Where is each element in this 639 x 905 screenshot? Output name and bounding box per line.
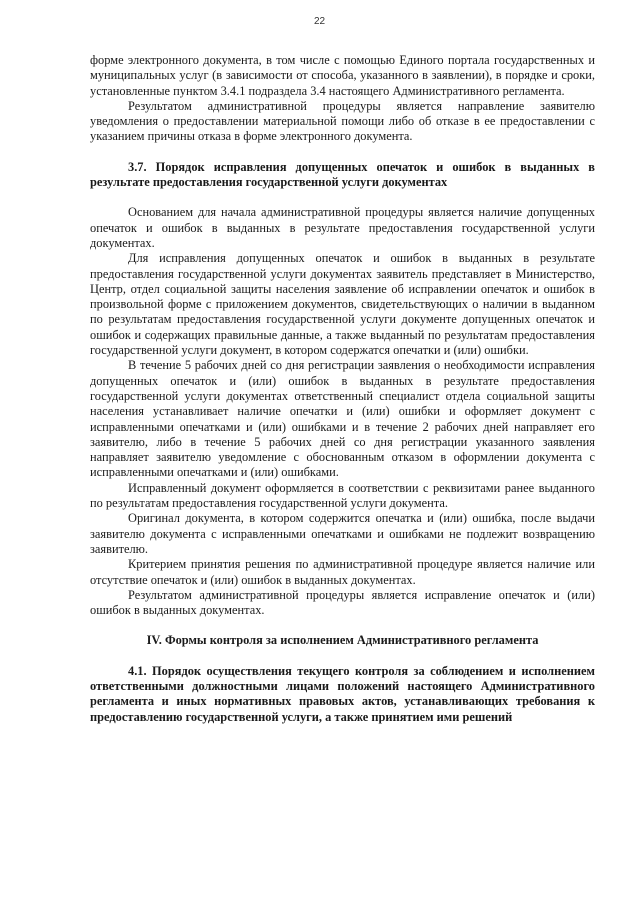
paragraph-correction-request: Для исправления допущенных опечаток и ошибок в выданных в результате предоставления государственной услуги документах заявитель представляет в Министерство, Центр, отдел социальной защиты населения заявление об исправлении опечаток и ошибок в произвольной форме с приложением документов, свидетельствующих о наличии в выданном по результатам предоставления государственной услуги документе допущенных опечаток и ошибок и содержащих правильные данные, а также выданный по результатам предоставления государственной услуги документ, в котором содержатся опечатки и (или) ошибки. bbox=[90, 251, 595, 358]
page-content bbox=[90, 53, 595, 725]
section-heading-3-7: 3.7. Порядок исправления допущенных опечаток и ошибок в выданных в результате предоставления государственной услуги документах bbox=[90, 159, 595, 190]
paragraph-decision-criterion: Критерием принятия решения по административной процедуре является наличие или отсутствие опечаток и (или) ошибок в выданных документах. bbox=[90, 557, 595, 587]
paragraph-procedure-result-notification: Результатом административной процедуры является направление заявителю уведомления о предоставлении материальной помощи либо об отказе в ее предоставлении с указанием причины отказа в форме электронного документа. bbox=[90, 98, 595, 144]
paragraph-electronic-form: форме электронного документа, в том числе с помощью Единого портала государственных и муниципальных услуг (в зависимости от способа, указанного в заявлении), в порядке и сроки, установленные пунктом 3.4.1 подраздела 3.4 настоящего Административного регламента. bbox=[90, 53, 595, 98]
section-heading-4-1: 4.1. Порядок осуществления текущего контроля за соблюдением и исполнением ответственными должностными лицами положений настоящего Административного регламента и иных нормативных правовых актов, устанавливающих требования к предоставлению государственной услуги, а также принятием ими решений bbox=[90, 663, 595, 724]
paragraph-original-document: Оригинал документа, в котором содержится опечатка и (или) ошибка, после выдачи заявителю документа с исправленными опечатками и ошибками не подлежит возвращению заявителю. bbox=[90, 511, 595, 556]
paragraph-procedure-basis: Основанием для начала административной процедуры является наличие допущенных опечаток и ошибок в выданных в результате предоставления государственной услуги документах. bbox=[90, 205, 595, 250]
paragraph-correction-deadlines: В течение 5 рабочих дней со дня регистрации заявления о необходимости исправления допущенных опечаток и (или) ошибок в выданных в результате предоставления государственной услуги документах ответственный специалист отдела социальной защиты населения устанавливает наличие опечатки и (или) ошибки и оформляет документ с исправленными опечатками и (или) ошибками и в течение 2 рабочих дней направляет его заявителю, либо в течение 5 рабочих дней со дня регистрации указанного заявления направляет заявителю уведомление с обоснованным отказом в оформлении документа с исправленными опечатками и (или) ошибками. bbox=[90, 358, 595, 480]
chapter-heading-iv: IV. Формы контроля за исполнением Административного регламента bbox=[146, 633, 539, 648]
paragraph-correction-result: Результатом административной процедуры является исправление опечаток и (или) ошибок в выданных документах. bbox=[90, 587, 595, 618]
page-number: 22 bbox=[313, 16, 326, 27]
paragraph-corrected-document: Исправленный документ оформляется в соответствии с реквизитами ранее выданного по результатам предоставления государственной услуги документа. bbox=[90, 480, 595, 511]
